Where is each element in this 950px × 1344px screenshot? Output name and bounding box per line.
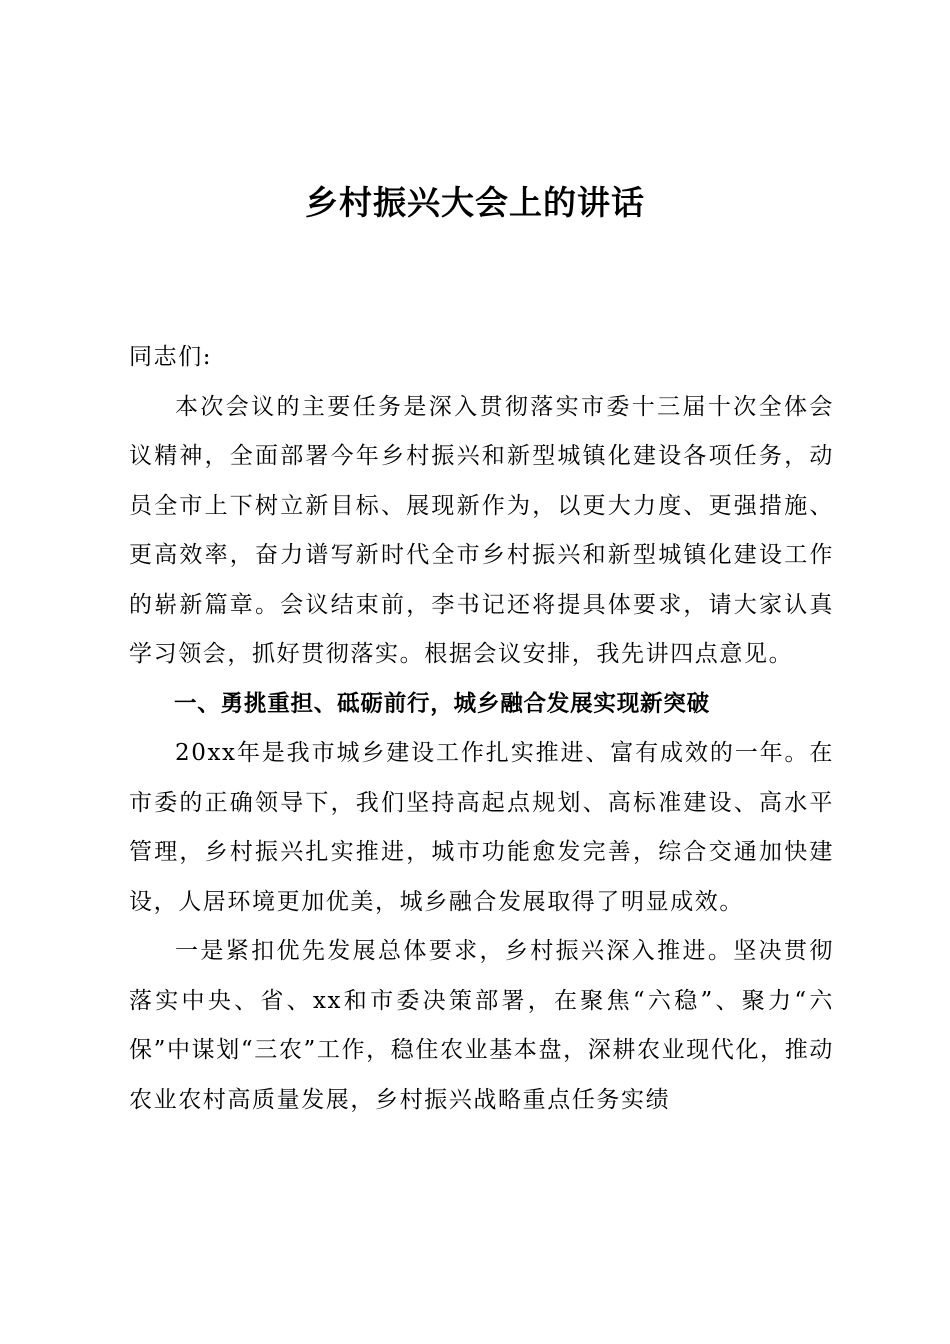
section-heading: 一、勇挑重担、砥砺前行，城乡融合发展实现新突破 [174, 690, 710, 717]
salutation: 同志们: [129, 344, 213, 370]
paragraph-achievements: 20xx年是我市城乡建设工作扎实推进、富有成效的一年。在市委的正确领导下，我们坚持高起点规划、高标准建设、高水平管理，乡村振兴扎实推进，城市功能愈发完善，综合交通加快建设，人居环境更加优美，城乡融合发展取得了明显成效。 [129, 740, 834, 915]
paragraph-intro: 本次会议的主要任务是深入贯彻落实市委十三届十次全体会议精神，全面部署今年乡村振兴和新型城镇化建设各项任务，动员全市上下树立新目标、展现新作为，以更大力度、更强措施、更高效率，奋力谱写新时代全市乡村振兴和新型城镇化建设工作的崭新篇章。会议结束前，李书记还将提具体要求，请大家认真学习领会，抓好贯彻落实。根据会议安排，我先讲四点意见。 [129, 393, 834, 667]
document-body [129, 333, 834, 1125]
document-title: 乡村振兴大会上的讲话 [305, 183, 645, 222]
paragraph-rural-revitalization: 一是紧扣优先发展总体要求，乡村振兴深入推进。坚决贯彻落实中央、省、xx和市委决策部署，在聚焦“六稳”、聚力“六保”中谋划“三农”工作，稳住农业基本盘，深耕农业现代化，推动农业农村高质量发展，乡村振兴战略重点任务实绩 [129, 938, 834, 1113]
